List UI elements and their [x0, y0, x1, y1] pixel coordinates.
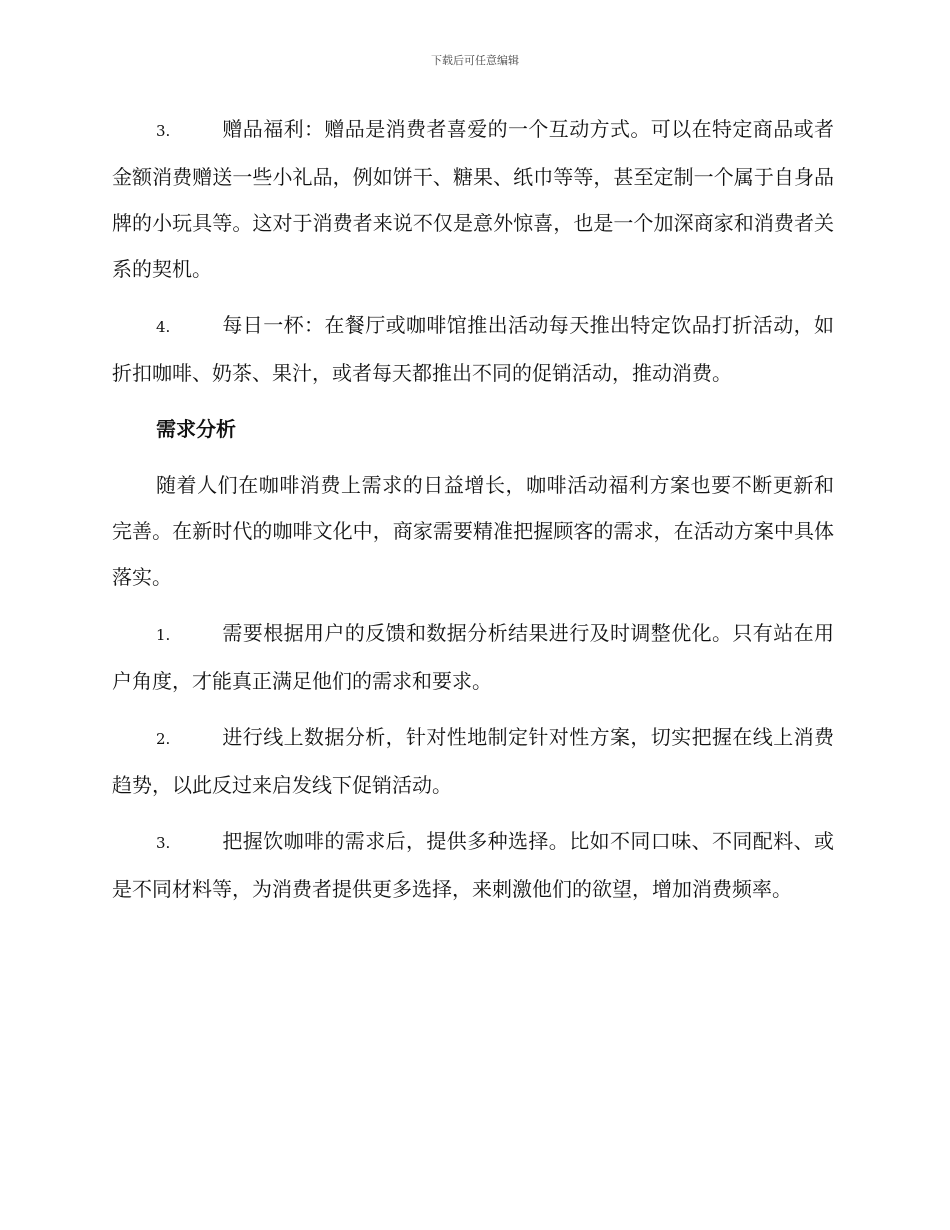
- document-body: [112, 106, 834, 922]
- list-item: [112, 610, 834, 704]
- list-item-text: 进行线上数据分析，针对性地制定针对性方案，切实把握在线上消费趋势，以此反过来启发线下促销活动。: [112, 725, 834, 797]
- list-item-text: 把握饮咖啡的需求后，提供多种选择。比如不同口味、不同配料、或是不同材料等，为消费者提供更多选择，来刺激他们的欲望，增加消费频率。: [112, 829, 834, 901]
- list-item-text: 每日一杯：在餐厅或咖啡馆推出活动每天推出特定饮品打折活动，如折扣咖啡、奶茶、果汁，或者每天都推出不同的促销活动，推动消费。: [112, 313, 834, 385]
- list-item: [112, 302, 834, 396]
- list-item: [112, 818, 834, 912]
- section-intro: 随着人们在咖啡消费上需求的日益增长，咖啡活动福利方案也要不断更新和完善。在新时代的咖啡文化中，商家需要精准把握顾客的需求，在活动方案中具体落实。: [112, 473, 834, 589]
- list-item-number: 4.: [156, 318, 171, 336]
- list-item-number: 3.: [156, 834, 171, 852]
- list-item-text: 赠品福利：赠品是消费者喜爱的一个互动方式。可以在特定商品或者金额消费赠送一些小礼品，例如饼干、糖果、纸巾等等，甚至定制一个属于自身品牌的小玩具等。这对于消费者来说不仅是意外惊喜，也是一个加深商家和消费者关系的契机。: [112, 117, 834, 281]
- list-item: [112, 106, 834, 292]
- list-item-number: 2.: [156, 730, 171, 748]
- list-item-number: 1.: [156, 626, 171, 644]
- page-header: 下载后可任意编辑: [431, 54, 519, 67]
- list-item-number: 3.: [156, 122, 171, 140]
- section-heading: 需求分析: [156, 417, 236, 441]
- list-item: [112, 714, 834, 808]
- list-item-text: 需要根据用户的反馈和数据分析结果进行及时调整优化。只有站在用户角度，才能真正满足他们的需求和要求。: [112, 621, 834, 693]
